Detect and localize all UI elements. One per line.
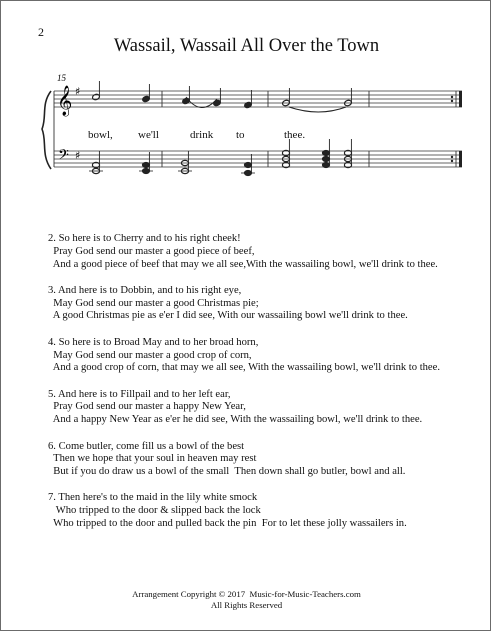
verse-line: And a good piece of beef that may we all see,With the wassailing bowl, we'll drink to thee. [48, 258, 438, 270]
verse-line: Pray God send our master a good piece of beef, [48, 245, 255, 257]
verse-line: And a happy New Year as e'er he did see, With the wassailing bowl, we'll drink to thee. [48, 414, 423, 426]
page-number: 2 [38, 25, 44, 39]
lyric-word: bowl, [88, 129, 113, 141]
verse [48, 389, 440, 427]
verse-line: But if you do draw us a bowl of the small Then down shall go butler, bowl and all. [48, 466, 406, 478]
rights-line: All Rights Reserved [210, 600, 283, 610]
verse [48, 285, 440, 323]
verse [48, 492, 440, 530]
verse-line: May God send our master a good Christmas pie; [48, 297, 259, 309]
song-title: Wassail, Wassail All Over the Town [113, 36, 380, 56]
verse-line: 2. So here is to Cherry and to his right cheek! [48, 233, 241, 244]
verse-line: May God send our master a good crop of corn, [48, 349, 252, 361]
treble-clef-icon: 𝄞 [57, 86, 73, 116]
verse-line: And a good crop of corn, that may we all see, With the wassailing bowl, we'll drink to thee. [48, 362, 440, 374]
copyright-footer [1, 589, 492, 611]
verse [48, 233, 440, 271]
verse-line: 4. So here is to Broad May and to her broad horn, [48, 336, 259, 348]
lyric-word: drink [190, 129, 214, 141]
verse [48, 337, 440, 375]
lyric-word: to [236, 129, 245, 141]
copyright-line: Arrangement Copyright © 2017 Music-for-Music-Teachers.com [132, 589, 361, 599]
verse-line: 6. Come butler, come fill us a bowl of the best [48, 440, 245, 452]
repeat-dots [451, 96, 453, 162]
lyric-word: we'll [138, 129, 159, 141]
verse-line: Who tripped to the door & slipped back the lock [48, 505, 261, 517]
verses-block [48, 233, 440, 544]
verse-line: Then we hope that your soul in heaven may rest [48, 453, 257, 465]
verse-line: 5. And here is to Fillpail and to her left ear, [48, 388, 231, 400]
grand-staff-brace [42, 91, 51, 169]
verse-line: 7. Then here's to the maid in the lily white smock [48, 492, 258, 504]
verse-line: Pray God send our master a happy New Year, [48, 401, 246, 413]
lyric-word: thee. [284, 129, 306, 141]
measure-number: 15 [57, 73, 66, 83]
bass-clef-icon: 𝄢 [58, 147, 69, 167]
verse-line: Who tripped to the door and pulled back the pin For to let these jolly wassailers in. [48, 518, 407, 530]
bass-key-sharp-icon: ♯ [75, 149, 81, 162]
verse-line: A good Christmas pie as e'er I did see, With our wassailing bowl we'll drink to thee. [48, 310, 408, 322]
bass-notes [89, 139, 352, 176]
music-score [1, 69, 492, 189]
treble-key-sharp-icon: ♯ [75, 85, 81, 98]
treble-staff [54, 91, 462, 107]
verse-line: 3. And here is to Dobbin, and to his right eye, [48, 284, 242, 296]
verse [48, 441, 440, 479]
bass-staff [54, 151, 462, 167]
